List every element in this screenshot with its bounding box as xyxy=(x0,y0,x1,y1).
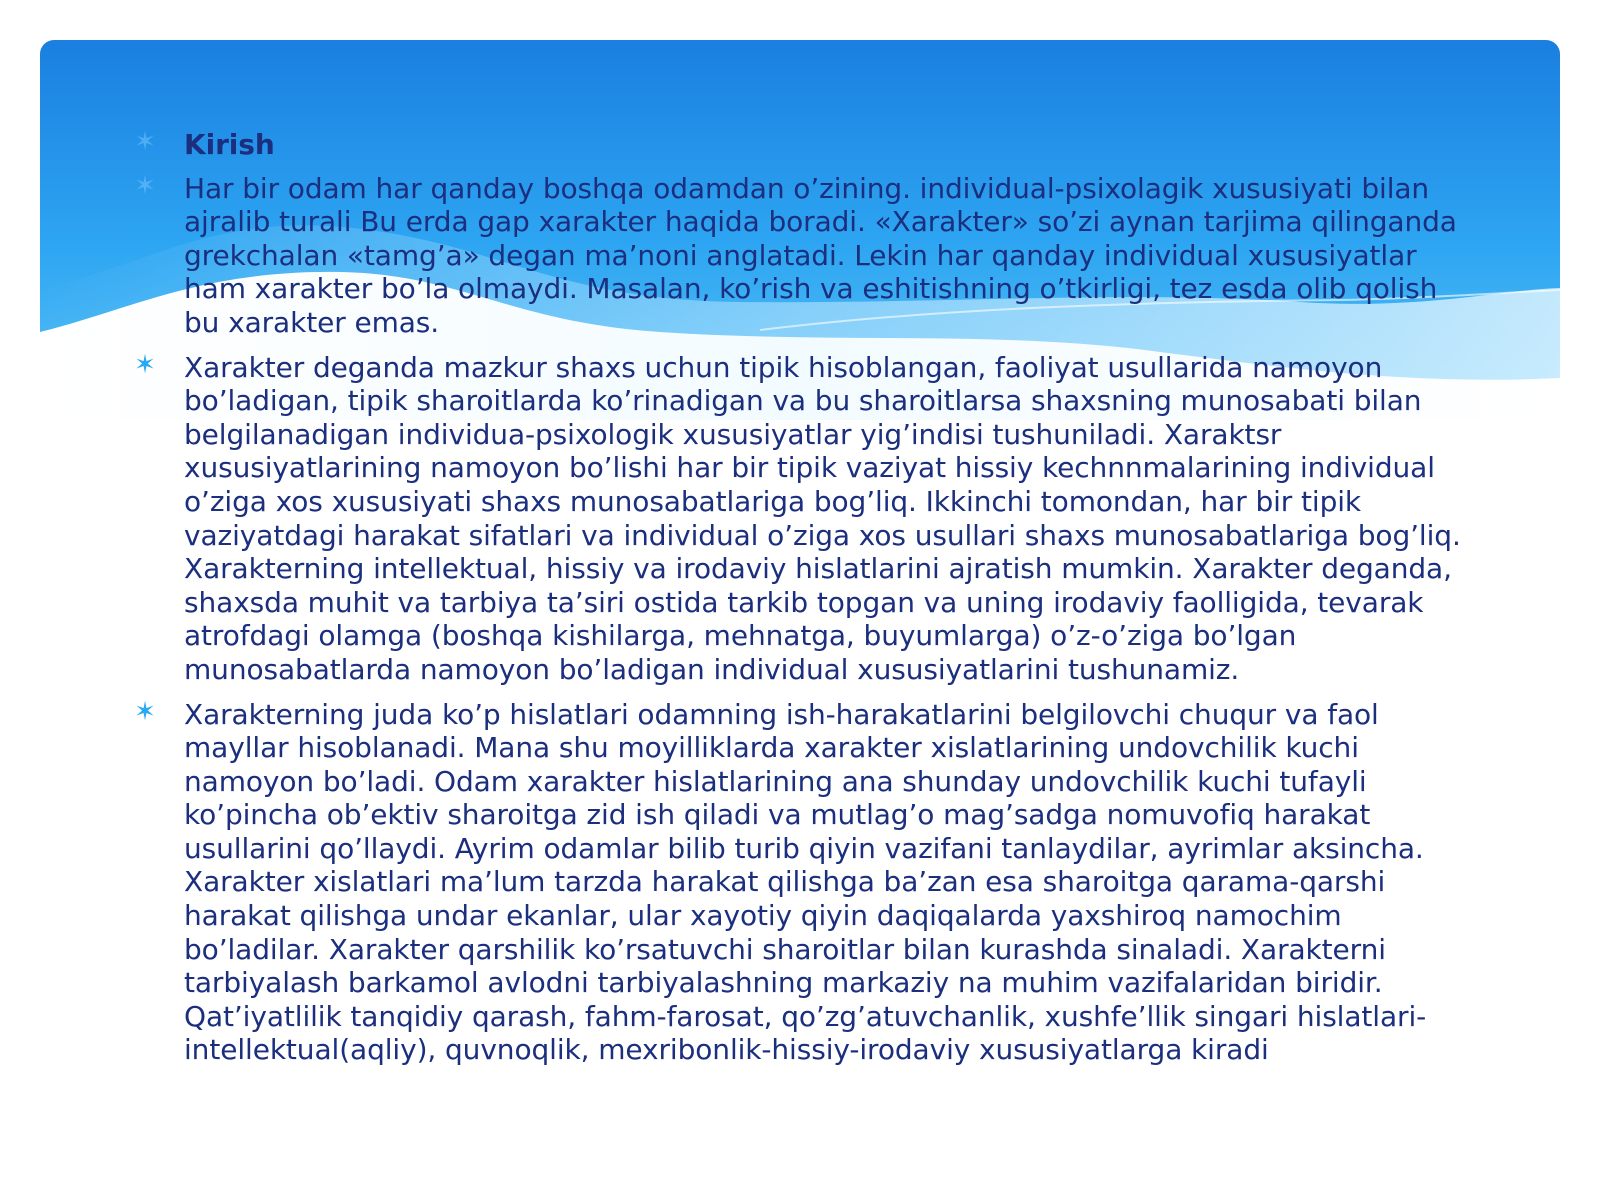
star-bullet-icon: ✶ xyxy=(134,127,156,157)
paragraph-3 xyxy=(130,698,1475,1068)
paragraph-2 xyxy=(130,351,1475,687)
slide-body xyxy=(130,128,1475,1078)
star-bullet-icon: ✶ xyxy=(134,349,156,380)
paragraph-text: Xarakterning juda ko’p hislatlari odamning ish-harakatlarini belgilovchi chuqur va faol mayllar hisoblanadi. Mana shu moyilliklarda xarakter xislatlarining undovchilik kuchi namoyon bo’ladi. Odam xarakter hislatlarining ana shunday undovchilik kuchi tufayli ko’pincha ob’ektiv sharoitga zid ish qiladi va mutlag’o mag’sadga nomuvofiq harakat usullarini qo’llaydi. Ayrim odamlar bilib turib qiyin vazifani tanlaydilar, ayrimlar aksincha. Xarakter xislatlari ma’lum tarzda harakat qilishga ba’zan esa sharoitga qarama-qarshi harakat qilishga undar ekanlar, ular xayotiy qiyin daqiqalarda yaxshiroq namochim bo’ladilar. Xarakter qarshilik ko’rsatuvchi sharoitlar bilan kurashda sinaladi. Xarakterni tarbiyalash barkamol avlodni tarbiyalashning markaziy na muhim vazifalaridan biridir. Qat’iyatlilik tanqidiy qarash, fahm-farosat, qo’zg’atuvchanlik, xushfe’llik singari hislatlari-intellektual(aqliy), quvnoqlik, mexribonlik-hissiy-irodaviy xususiyatlarga kiradi xyxy=(184,697,1427,1067)
paragraph-text: Har bir odam har qanday boshqa odamdan o’zining. individual-psixolagik xususiyati bilan ajralib turali Bu erda gap xarakter haqida boradi. «Xarakter» so’zi aynan tarjima qilinganda grekchalan «tamg’a» degan ma’noni anglatadi. Lekin har qanday individual xususiyatlar ham xarakter bo’la olmaydi. Masalan, ko’rish va eshitishning o’tkirligi, tez esda olib qolish bu xarakter emas. xyxy=(184,171,1457,339)
paragraph-text: Xarakter deganda mazkur shaxs uchun tipik hisoblangan, faoliyat usullarida namoyon bo’ladigan, tipik sharoitlarda ko’rinadigan va bu sharoitlarsa shaxsning munosabati bilan belgilanadigan individua-psixologik xususiyatlar yig’indisi tushuniladi. Xaraktsr xususiyatlarining namoyon bo’lishi har bir tipik vaziyat hissiy kechnnmalarining individual o’ziga xos xususiyati shaxs munosabatlariga bog’liq. Ikkinchi tomondan, har bir tipik vaziyatdagi harakat sifatlari va individual o’ziga xos usullari shaxs munosabatlariga bog’liq. Xarakterning intellektual, hissiy va irodaviy hislatlarini ajratish mumkin. Xarakter deganda, shaxsda muhit va tarbiya ta’siri ostida tarkib topgan va uning irodaviy faolligida, tevarak atrofdagi olamga (boshqa kishilarga, mehnatga, buyumlarga) o’z-o’ziga bo’lgan munosabatlarda namoyon bo’ladigan individual xususiyatlarini tushunamiz. xyxy=(184,350,1461,686)
heading-item xyxy=(130,128,1475,162)
paragraph-1 xyxy=(130,172,1475,340)
star-bullet-icon: ✶ xyxy=(134,170,156,201)
star-bullet-icon: ✶ xyxy=(134,696,156,727)
slide-heading: Kirish xyxy=(184,128,275,161)
